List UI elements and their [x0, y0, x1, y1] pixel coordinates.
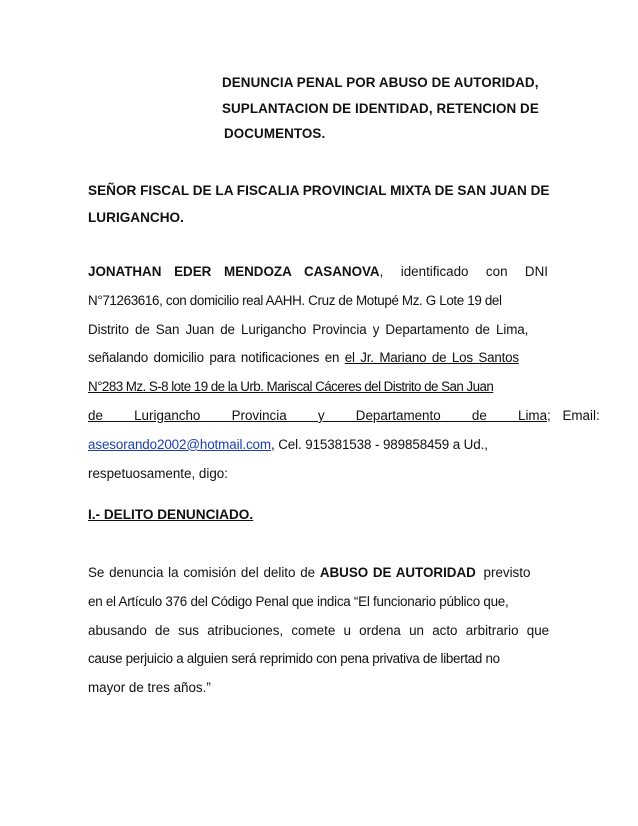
- intro-line-7: [88, 431, 548, 460]
- offense-line-5-text: mayor de tres años.”: [88, 680, 211, 696]
- document-title: [222, 70, 562, 147]
- complainant-name: JONATHAN EDER MENDOZA CASANOVA: [88, 264, 380, 279]
- title-line-1: DENUNCIA PENAL POR ABUSO DE AUTORIDAD,: [222, 75, 539, 90]
- phone-numbers: , Cel. 915381538 - 989858459 a Ud.,: [270, 436, 488, 452]
- addressee-line-2: LURIGANCHO.: [88, 210, 184, 225]
- email-label: ; Email:: [547, 407, 600, 423]
- intro-line-7-text: [88, 431, 488, 460]
- offense-name: ABUSO DE AUTORIDAD: [319, 565, 476, 580]
- addressee: [88, 177, 550, 231]
- addressee-line-1: SEÑOR FISCAL DE LA FISCALIA PROVINCIAL MIXTA DE SAN JUAN DE: [88, 183, 550, 198]
- intro-line-2-text: N°71263616, con domicilio real AAHH. Cruz de Motupé Mz. G Lote 19 del: [88, 292, 502, 308]
- offense-line-3: [88, 617, 548, 646]
- intro-line-6: [88, 402, 600, 431]
- intro-line-3-text: Distrito de San Juan de Lurigancho Provincia y Departamento de Lima,: [88, 321, 529, 337]
- offense-line-4: [88, 645, 548, 674]
- notification-address-start: el Jr. Mariano de Los Santos: [344, 350, 519, 366]
- offense-paragraph: [88, 559, 548, 703]
- notification-address-end: de Lurigancho Provincia y Departamento de Lima: [88, 407, 548, 423]
- offense-line-3-text: abusando de sus atribuciones, comete u ordena un acto arbitrario que: [88, 622, 550, 638]
- intro-line-8-text: respetuosamente, digo:: [88, 465, 228, 481]
- offense-line-1-tail: previsto: [475, 565, 531, 580]
- title-line-3: DOCUMENTOS.: [224, 126, 326, 141]
- intro-paragraph: [88, 258, 600, 488]
- intro-line-3: [88, 316, 548, 345]
- offense-line-2-text: en el Artículo 376 del Código Penal que indica “El funcionario público que,: [88, 593, 509, 609]
- intro-line-1: [88, 258, 548, 287]
- title-line-2: SUPLANTACION DE IDENTIDAD, RETENCION DE: [222, 100, 539, 116]
- offense-line-1-lead: Se denuncia la comisión del delito de: [88, 565, 320, 580]
- email-link[interactable]: asesorando2002@hotmail.com: [88, 436, 271, 452]
- offense-line-4-text: cause perjuicio a alguien será reprimido con pena privativa de libertad no: [88, 651, 500, 667]
- intro-line-4-lead: señalando domicilio para notificaciones en: [88, 350, 345, 366]
- intro-line-5: [88, 373, 548, 402]
- offense-line-1-text: [88, 559, 530, 588]
- offense-line-5: [88, 674, 548, 703]
- intro-line-2: [88, 287, 548, 316]
- intro-line-4: [88, 344, 548, 373]
- offense-line-2: [88, 588, 548, 617]
- intro-line-8: [88, 460, 548, 489]
- notification-address-cont: N°283 Mz. S-8 lote 19 de la Urb. Mariscal Cáceres del Distrito de San Juan: [88, 379, 494, 395]
- intro-line-1-rest: , identificado con DNI: [379, 264, 548, 279]
- section-heading-delito: I.- DELITO DENUNCIADO.: [88, 507, 254, 522]
- offense-line-1: [88, 559, 548, 588]
- intro-line-4-text: [88, 344, 519, 373]
